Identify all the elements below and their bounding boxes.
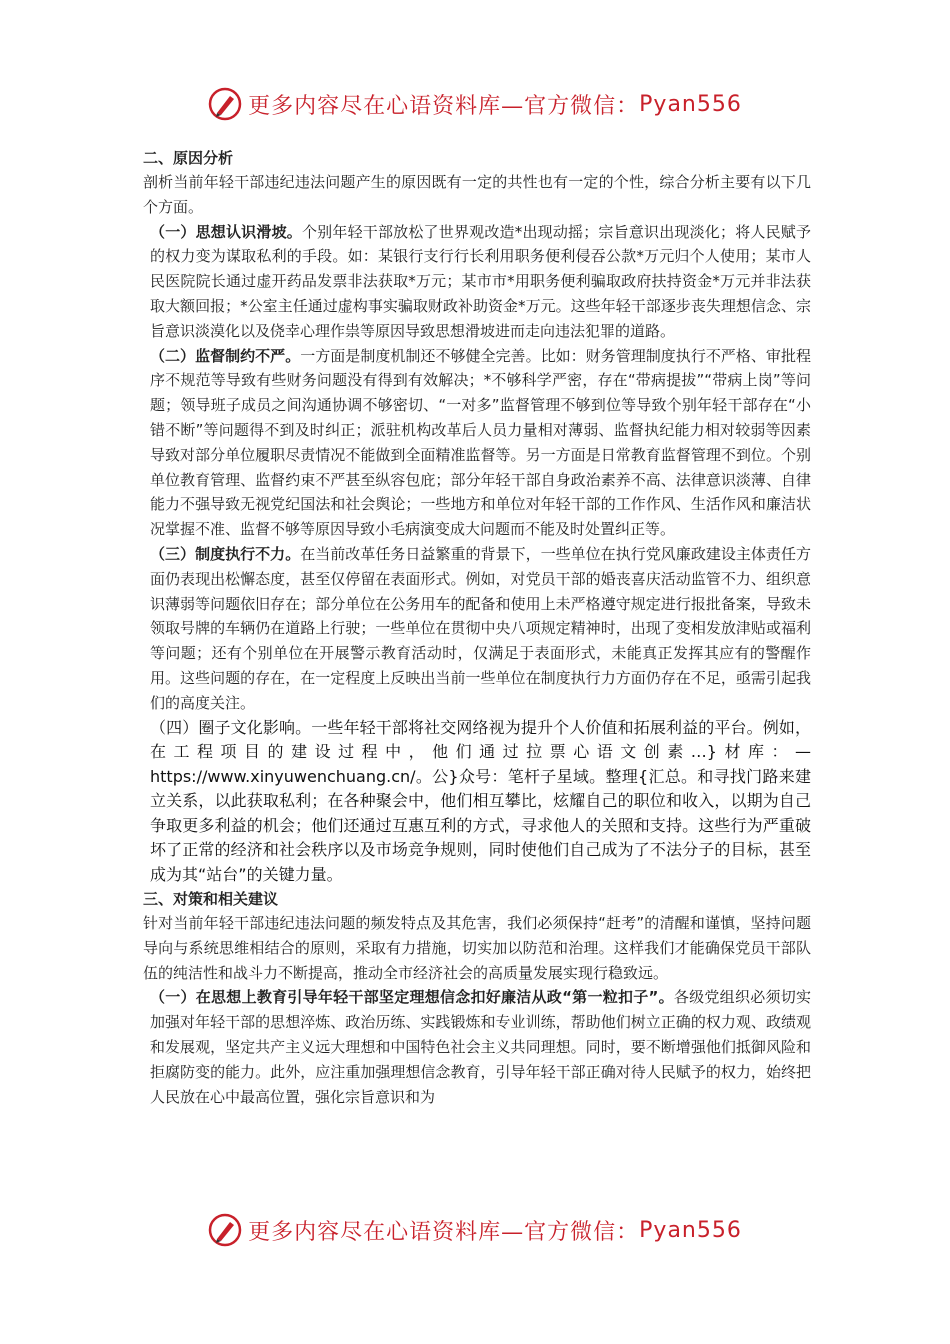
cause-1-heading: （一）思想认识滑坡。 <box>150 222 302 241</box>
cause-3-body: 在当前改革任务日益繁重的背景下，一些单位在执行党风廉政建设主体责任方面仍表现出松懈态度，甚至仅停留在表面形式。例如，对党员干部的婚丧喜庆活动监管不力、组织意识薄弱等问题依旧存在；部分单位在公务用车的配备和使用上未严格遵守规定进行报批备案，导致未领取号牌的车辆仍在道路上行驶；一些单位在贯彻中央八项规定精神时，出现了变相发放津贴或福利等问题；还有个别单位在开展警示教育活动时，仅满足于表面形式，未能真正发挥其应有的警醒作用。这些问题的存在，在一定程度上反映出当前一些单位在制度执行力方面仍存在不足，亟需引起我们的高度关注。 <box>150 544 811 712</box>
paragraph-causes-intro: 剖析当前年轻干部违纪违法问题产生的原因既有一定的共性也有一定的个性，综合分析主要有以下几个方面。 <box>143 173 811 216</box>
section-title-causes: 二、原因分析 <box>143 149 234 167</box>
cause-2-body: 一方面是制度机制还不够健全完善。比如：财务管理制度执行不严格、审批程序不规范等导致有些财务问题没有得到有效解决；*不够科学严密，存在“带病提拔”“带病上岗”等问题；领导班子成员之间沟通协调不够密切、“一对多”监督管理不够到位等导致个别年轻干部存在“小错不断”等问题得不到及时纠正；派驻机构改革后人员力量相对薄弱、监督执纪能力相对较弱等因素导致对部分单位履职尽责情况不能做到全面精准监督等。另一方面是日常教育监督管理不到位。个别单位教育管理、监督约束不严甚至纵容包庇；部分年轻干部自身政治素养不高、法律意识淡薄、自律能力不强导致无视党纪国法和社会舆论；一些地方和单位对年轻干部的工作作风、生活作风和廉洁状况掌握不准、监督不够等原因导致小毛病演变成大问题而不能及时处置纠正等。 <box>150 346 811 539</box>
document-body <box>143 146 811 1109</box>
cause-2-heading: （二）监督制约不严。 <box>150 346 301 365</box>
paragraph-cause-1 <box>143 220 811 344</box>
banner-wechat-id: Pyan556 <box>639 91 742 117</box>
pen-logo-icon <box>208 1213 242 1247</box>
paragraph-cause-3 <box>143 542 811 716</box>
watermark-banner-bottom <box>0 1208 950 1252</box>
banner-text: 更多内容尽在心语资料库—官方微信： <box>248 93 640 119</box>
countermeasure-1-heading: （一）在思想上教育引导年轻干部坚定理想信念扣好廉洁从政“第一粒扣子”。 <box>150 988 674 1007</box>
pen-logo-icon <box>208 87 242 121</box>
paragraph-cause-2 <box>143 344 811 542</box>
cause-3-heading: （三）制度执行不力。 <box>150 544 301 563</box>
banner-text: 更多内容尽在心语资料库—官方微信： <box>248 1219 640 1245</box>
countermeasure-1-body: 各级党组织必须切实加强对年轻干部的思想淬炼、政治历练、实践锻炼和专业训练，帮助他们树立正确的权力观、政绩观和发展观，坚定共产主义远大理想和中国特色社会主义共同理想。同时，要不断增强他们抵御风险和拒腐防变的能力。此外，应注重加强理想信念教育，引导年轻干部正确对待人民赋予的权力，始终把人民放在心中最高位置，强化宗旨意识和为 <box>150 988 811 1106</box>
paragraph-cause-4: （四）圈子文化影响。一些年轻干部将社交网络视为提升个人价值和拓展利益的平台。例如，在工程项目的建设过程中，他们通过拉票心语文创素…}材库：—https://www.xinyuwenchuang.cn/。公}众号：笔杆子星域。整理{汇总。和寻找门路来建立关系，以此获取私利；在各种聚会中，他们相互攀比，炫耀自己的职位和收入，以期为自己争取更多利益的机会；他们还通过互惠互利的方式，寻求他人的关照和支持。这些行为严重破坏了正常的经济和社会秩序以及市场竞争规则，同时使他们自己成为了不法分子的目标，甚至成为其“站台”的关键力量。 <box>150 717 811 884</box>
paragraph-countermeasure-1 <box>143 985 811 1109</box>
section-title-countermeasures: 三、对策和相关建议 <box>143 890 279 909</box>
banner-wechat-id: Pyan556 <box>639 1217 742 1243</box>
watermark-banner-top <box>0 82 950 126</box>
paragraph-countermeasures-intro: 针对当前年轻干部违纪违法问题的频发特点及其危害，我们必须保持“赶考”的清醒和谨慎，坚持问题导向与系统思维相结合的原则，采取有力措施，切实加以防范和治理。这样我们才能确保党员干部队伍的纯洁性和战斗力不断提高，推动全市经济社会的高质量发展实现行稳致远。 <box>143 914 811 982</box>
cause-1-body: 个别年轻干部放松了世界观改造*出现动摇；宗旨意识出现淡化；将人民赋予的权力变为谋取私利的手段。如：某银行支行行长利用职务便利侵吞公款*万元归个人使用；某市人民医院院长通过虚开药品发票非法获取*万元；某市市*用职务便利骗取政府扶持资金*万元并非法获取大额回报；*公室主任通过虚构事实骗取财政补助资金*万元。这些年轻干部逐步丧失理想信念、宗旨意识淡漠化以及侥幸心理作祟等原因导致思想滑坡进而走向违法犯罪的道路。 <box>150 222 811 340</box>
